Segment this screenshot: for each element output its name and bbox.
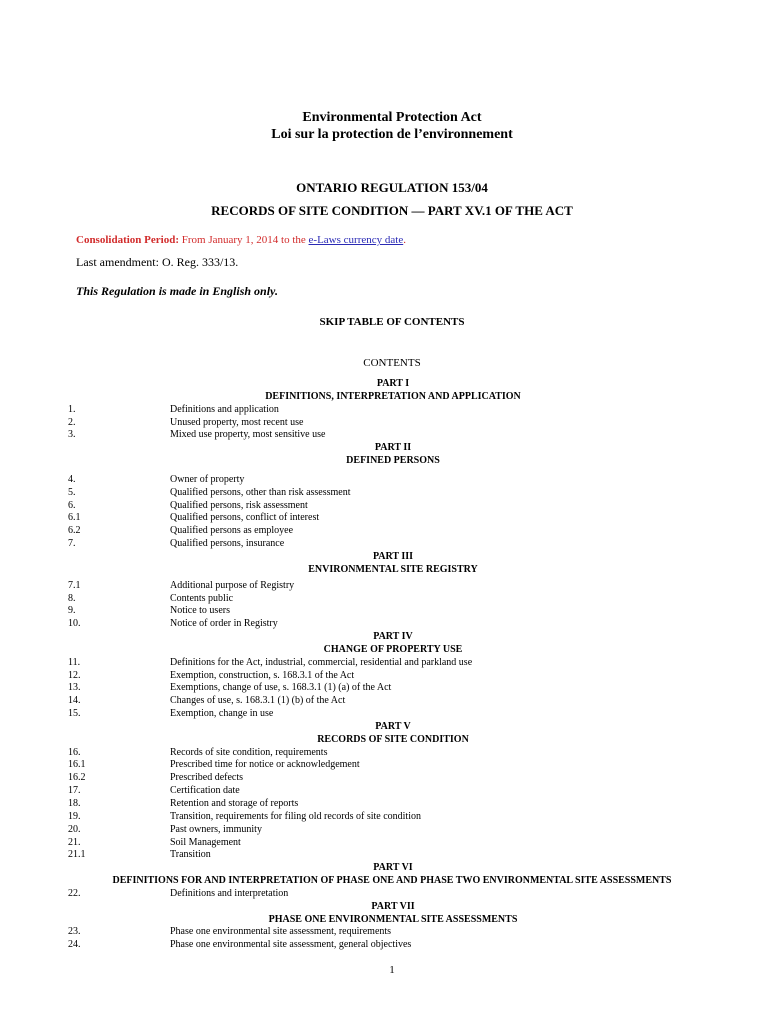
part-label: PART IV (373, 631, 413, 643)
section-number: 23. (68, 926, 81, 938)
toc-entry[interactable] (68, 682, 718, 695)
page-number: 1 (389, 964, 395, 976)
toc-entry[interactable] (68, 798, 718, 811)
act-title: Environmental Protection Act (302, 110, 482, 125)
table-of-contents (68, 378, 718, 952)
skip-table-of-contents-link[interactable]: SKIP TABLE OF CONTENTS (319, 316, 465, 328)
section-number: 15. (68, 708, 81, 720)
section-title: Qualified persons, insurance (170, 538, 285, 550)
toc-entry[interactable] (68, 849, 718, 862)
consolidation-text: From January 1, 2014 to the (178, 234, 309, 246)
section-number: 6.1 (68, 512, 81, 524)
section-number: 22. (68, 887, 81, 899)
section-number: 8. (68, 592, 76, 604)
section-title: Unused property, most recent use (170, 416, 304, 428)
section-number: 2. (68, 416, 76, 428)
part-title: CHANGE OF PROPERTY USE (323, 643, 463, 655)
section-title: Certification date (170, 785, 240, 797)
toc-entry[interactable] (68, 759, 718, 772)
toc-entry[interactable] (68, 888, 718, 901)
part-label: PART VI (373, 862, 413, 874)
toc-entry[interactable] (68, 404, 718, 417)
section-number: 24. (68, 939, 81, 951)
section-number: 6. (68, 499, 76, 511)
consolidation-label: Consolidation Period: (76, 234, 179, 246)
section-number: 16.2 (68, 772, 86, 784)
regulation-number: ONTARIO REGULATION 153/04 (296, 180, 488, 195)
toc-entry[interactable] (68, 618, 718, 631)
section-number: 7.1 (68, 579, 81, 591)
part-title: ENVIRONMENTAL SITE REGISTRY (308, 563, 478, 575)
part-label: PART III (372, 550, 414, 562)
section-title: Past owners, immunity (170, 823, 262, 835)
toc-entry[interactable] (68, 824, 718, 837)
section-title: Qualified persons, other than risk assessment (170, 486, 351, 498)
last-amendment: Last amendment: O. Reg. 333/13. (76, 255, 239, 269)
section-title: Notice of order in Registry (170, 618, 278, 630)
toc-entry[interactable] (68, 670, 718, 683)
toc-entry[interactable] (68, 500, 718, 513)
section-number: 21. (68, 836, 81, 848)
regulation-title: RECORDS OF SITE CONDITION — PART XV.1 OF THE ACT (211, 203, 573, 218)
toc-entry[interactable] (68, 657, 718, 670)
toc-entry[interactable] (68, 512, 718, 525)
consolidation-period (76, 234, 406, 246)
section-title: Exemption, change in use (170, 708, 274, 720)
section-title: Exemptions, change of use, s. 168.3.1 (1) (a) of the Act (170, 682, 392, 694)
section-number: 6.2 (68, 525, 81, 537)
part-label: PART V (375, 720, 411, 732)
part-label: PART I (376, 378, 410, 389)
part-label: PART VII (371, 900, 415, 912)
toc-entry[interactable] (68, 708, 718, 721)
section-title: Definitions for the Act, industrial, commercial, residential and parkland use (170, 656, 473, 668)
part-title: RECORDS OF SITE CONDITION (317, 733, 469, 745)
section-title: Phase one environmental site assessment, requirements (170, 926, 392, 938)
section-number: 18. (68, 798, 81, 809)
section-title: Owner of property (170, 473, 245, 485)
section-title: Additional purpose of Registry (170, 579, 295, 591)
toc-entry[interactable] (68, 474, 718, 487)
section-title: Retention and storage of reports (170, 798, 299, 809)
section-title: Qualified persons, conflict of interest (170, 512, 320, 524)
toc-entry[interactable] (68, 837, 718, 850)
part-title: DEFINITIONS FOR AND INTERPRETATION OF PHASE ONE AND PHASE TWO ENVIRONMENTAL SITE ASSESSMENTS (112, 875, 672, 887)
toc-entry[interactable] (68, 429, 718, 442)
section-title: Definitions and interpretation (170, 887, 289, 899)
section-title: Prescribed defects (170, 772, 244, 784)
toc-entry[interactable] (68, 525, 718, 538)
section-title: Qualified persons, risk assessment (170, 499, 308, 511)
toc-entry[interactable] (68, 605, 718, 618)
section-number: 9. (68, 605, 76, 617)
toc-entry[interactable] (68, 811, 718, 824)
section-title: Changes of use, s. 168.3.1 (1) (b) of the Act (170, 695, 346, 707)
section-number: 10. (68, 618, 81, 630)
currency-date-link[interactable]: e-Laws currency date (308, 234, 404, 246)
toc-entry[interactable] (68, 695, 718, 708)
toc-entry[interactable] (68, 593, 718, 606)
section-title: Transition, requirements for filing old records of site condition (170, 810, 421, 822)
act-title-french: Loi sur la protection de l’environnement (271, 127, 513, 142)
section-number: 7. (68, 538, 76, 550)
section-number: 5. (68, 486, 76, 498)
section-title: Exemption, construction, s. 168.3.1 of the Act (170, 669, 355, 681)
section-number: 1. (68, 403, 76, 415)
section-number: 20. (68, 823, 81, 835)
section-title: Notice to users (170, 605, 230, 617)
part-title: PHASE ONE ENVIRONMENTAL SITE ASSESSMENTS (268, 913, 518, 925)
section-number: 16. (68, 746, 81, 758)
section-title: Qualified persons as employee (170, 525, 294, 537)
toc-entry[interactable] (68, 747, 718, 760)
section-title: Mixed use property, most sensitive use (170, 429, 326, 441)
section-title: Definitions and application (170, 403, 279, 415)
consolidation-end: . (403, 234, 406, 246)
section-title: Phase one environmental site assessment, general objectives (170, 939, 412, 951)
section-number: 14. (68, 695, 81, 707)
part-title: DEFINED PERSONS (346, 455, 440, 467)
section-number: 4. (68, 473, 76, 485)
section-number: 19. (68, 810, 81, 822)
toc-entry[interactable] (68, 580, 718, 593)
toc-entry[interactable] (68, 939, 718, 952)
section-number: 17. (68, 785, 81, 797)
section-number: 13. (68, 682, 81, 694)
contents-heading: CONTENTS (363, 357, 421, 369)
toc-entry[interactable] (68, 785, 718, 798)
part-label: PART II (374, 442, 412, 454)
section-number: 3. (68, 429, 76, 441)
section-title: Transition (170, 849, 211, 861)
section-title: Contents public (170, 592, 234, 604)
toc-entry[interactable] (68, 772, 718, 785)
section-title: Prescribed time for notice or acknowledgement (170, 759, 360, 771)
part-title: DEFINITIONS, INTERPRETATION AND APPLICATION (265, 390, 521, 402)
toc-entry[interactable] (68, 538, 718, 551)
toc-entry[interactable] (68, 417, 718, 430)
section-number: 11. (68, 656, 81, 668)
english-only-note: This Regulation is made in English only. (76, 284, 278, 298)
section-number: 12. (68, 669, 81, 681)
section-title: Soil Management (170, 836, 241, 848)
section-title: Records of site condition, requirements (170, 746, 328, 758)
toc-entry[interactable] (68, 487, 718, 500)
toc-entry[interactable] (68, 926, 718, 939)
section-number: 16.1 (68, 759, 86, 771)
section-number: 21.1 (68, 849, 86, 861)
